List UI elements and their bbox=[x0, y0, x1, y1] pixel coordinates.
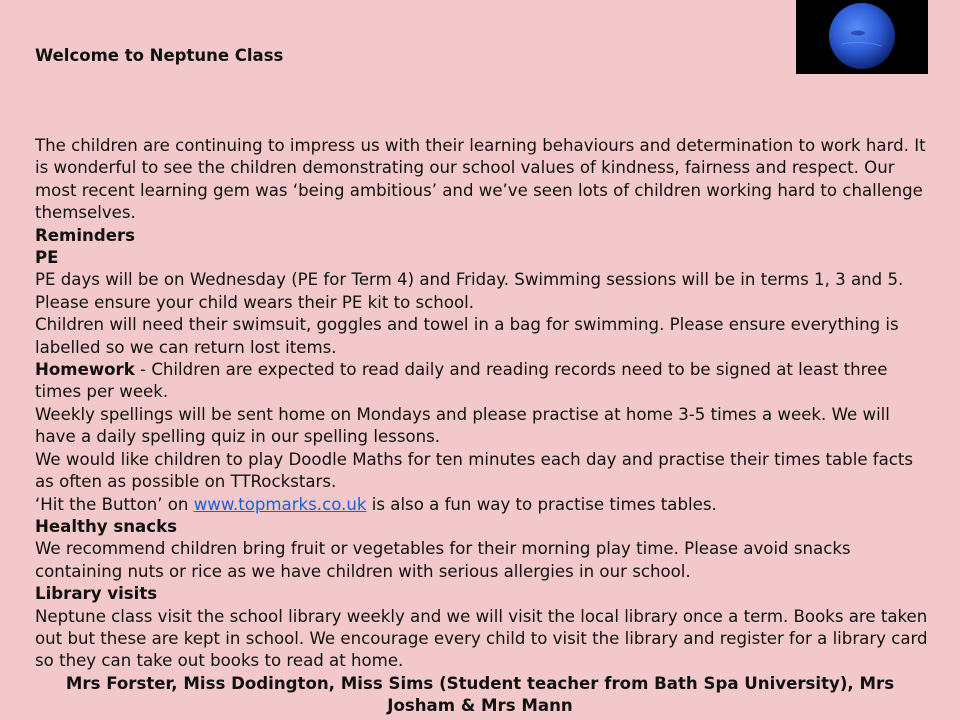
neptune-icon bbox=[796, 0, 928, 74]
neptune-planet-image bbox=[796, 0, 928, 74]
pe-paragraph: PE days will be on Wednesday (PE for Term 4) and Friday. Swimming sessions will be in terms 1, 3 and 5. Please ensure your child wears their PE kit to school. bbox=[35, 270, 904, 312]
intro-paragraph: The children are continuing to impress us with their learning behaviours and determination to work hard. It is wonderful to see the children demonstrating our school values of kindness, fairness and respect. Our most recent learning gem was ‘being ambitious’ and we’ve seen lots of children working hard to challenge themselves. bbox=[35, 136, 926, 223]
library-heading: Library visits bbox=[35, 584, 158, 604]
reminders-heading: Reminders bbox=[35, 225, 136, 245]
hit-the-button-text-end: is also a fun way to practise times tables. bbox=[366, 494, 717, 514]
topmarks-link[interactable]: www.topmarks.co.uk bbox=[193, 494, 367, 514]
homework-paragraph bbox=[35, 359, 930, 404]
pe-heading: PE bbox=[35, 248, 59, 268]
spellings-paragraph: Weekly spellings will be sent home on Mondays and please practise at home 3-5 times a week. We will have a daily spelling quiz in our spelling lessons. bbox=[35, 404, 890, 447]
snacks-heading: Healthy snacks bbox=[35, 516, 178, 536]
hit-the-button-paragraph bbox=[35, 494, 930, 516]
newsletter-body bbox=[35, 135, 930, 673]
swimming-paragraph: Children will need their swimsuit, goggles and towel in a bag for swimming. Please ensure everything is labelled so we can return lost items. bbox=[35, 315, 899, 357]
staff-signature: Mrs Forster, Miss Dodington, Miss Sims (Student teacher from Bath Spa University), Mrs Josham & Mrs Mann bbox=[65, 674, 895, 716]
homework-heading: Homework bbox=[35, 360, 135, 380]
page-title: Welcome to Neptune Class bbox=[35, 46, 284, 65]
hit-the-button-text: ‘Hit the Button’ on bbox=[35, 494, 194, 514]
doodle-maths-paragraph: We would like children to play Doodle Maths for ten minutes each day and practise their times table facts as often as possible on TTRockstars. bbox=[35, 449, 914, 492]
library-paragraph: Neptune class visit the school library weekly and we will visit the local library once a term. Books are taken out but these are kept in school. We encourage every child to visit the library and register for a library card so they can take out books to read at home. bbox=[35, 606, 928, 671]
snacks-paragraph: We recommend children bring fruit or vegetables for their morning play time. Please avoid snacks containing nuts or rice as we have children with serious allergies in our school. bbox=[35, 539, 851, 581]
homework-text: - Children are expected to read daily and reading records need to be signed at least three times per week. bbox=[35, 360, 888, 402]
